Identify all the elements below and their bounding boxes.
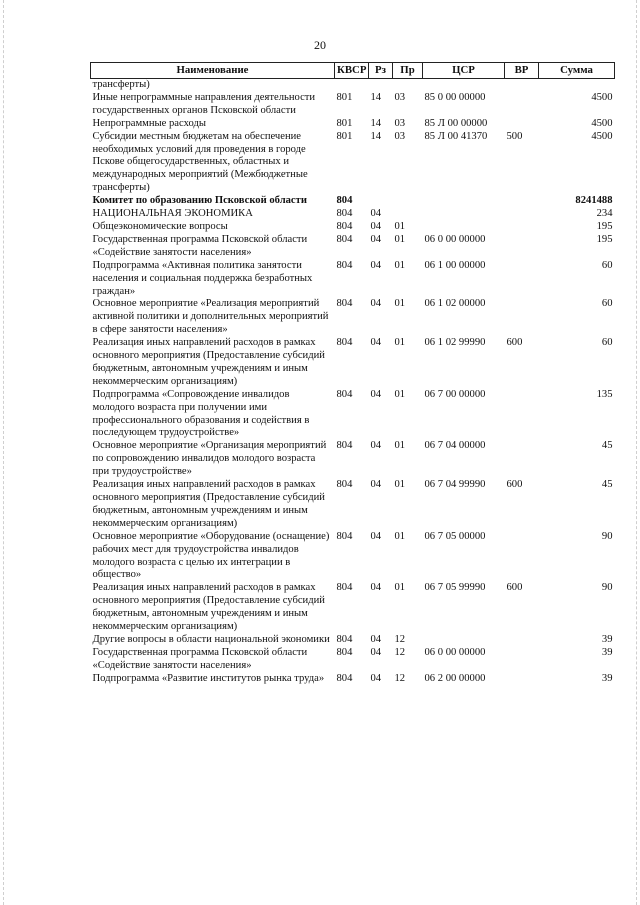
cell-name: Другие вопросы в области национальной экономики — [92, 633, 330, 645]
cell-kvsr: 804 — [336, 195, 353, 207]
cell-csr: 06 0 00 00000 — [424, 646, 486, 658]
header-rz: Рз — [369, 63, 393, 79]
table-row — [91, 634, 615, 647]
header-vr: ВР — [505, 63, 539, 79]
cell-vr — [505, 647, 539, 673]
cell-vr — [505, 298, 539, 337]
cell-pr: 03 — [394, 117, 406, 129]
cell-rz — [369, 79, 393, 92]
cell-sum: 60 — [601, 259, 613, 271]
cell-pr — [393, 79, 423, 92]
cell-kvsr: 804 — [336, 233, 353, 245]
cell-name: Подпрограмма «Активная политика занятости населения и социальная поддержка безработных граждан» — [92, 259, 313, 297]
table-row — [91, 221, 615, 234]
cell-name: Основное мероприятие «Оборудование (оснащение) рабочих мест для трудоустройства инвалидов молодого возраста с целью их интеграции в общество» — [92, 530, 330, 581]
cell-kvsr: 804 — [336, 479, 353, 491]
cell-csr: 06 7 04 00000 — [424, 440, 486, 452]
cell-kvsr: 804 — [336, 633, 353, 645]
cell-name: Непрограммные расходы — [92, 117, 206, 129]
cell-csr — [423, 634, 505, 647]
cell-rz: 04 — [370, 530, 382, 542]
cell-name: Общеэкономические вопросы — [92, 220, 228, 232]
cell-pr: 01 — [394, 259, 406, 271]
cell-kvsr: 804 — [336, 298, 353, 310]
cell-csr: 06 7 00 00000 — [424, 388, 486, 400]
cell-sum: 8241488 — [575, 195, 613, 207]
cell-rz: 04 — [370, 220, 382, 232]
cell-sum: 90 — [601, 530, 613, 542]
header-name: Наименование — [91, 63, 335, 79]
table-row — [91, 79, 615, 92]
cell-vr — [505, 79, 539, 92]
cell-name: Подпрограмма «Сопровождение инвалидов молодого возраста при получении ими профессионального образования и содействия в последующем трудоустройстве» — [92, 388, 310, 439]
cell-sum: 45 — [601, 479, 613, 491]
table-row — [91, 260, 615, 299]
cell-csr: 06 0 00 00000 — [424, 233, 486, 245]
cell-kvsr: 804 — [336, 530, 353, 542]
table-row — [91, 479, 615, 531]
cell-vr: 600 — [506, 337, 523, 349]
cell-name: Реализация иных направлений расходов в рамках основного мероприятия (Предоставление субсидий бюджетным, автономным учреждениям и иным некоммерческим организациям) — [92, 582, 325, 633]
cell-pr: 01 — [394, 530, 406, 542]
table-row — [91, 195, 615, 208]
cell-sum: 90 — [601, 582, 613, 594]
table-row — [91, 118, 615, 131]
cell-name: Комитет по образованию Псковской области — [92, 195, 307, 207]
cell-vr — [505, 221, 539, 234]
table-row — [91, 298, 615, 337]
cell-csr: 06 1 02 00000 — [424, 298, 486, 310]
cell-name: Государственная программа Псковской области «Содействие занятости населения» — [92, 646, 308, 671]
header-csr: ЦСР — [423, 63, 505, 79]
cell-vr — [505, 260, 539, 299]
cell-name: НАЦИОНАЛЬНАЯ ЭКОНОМИКА — [92, 208, 253, 220]
cell-csr — [423, 208, 505, 221]
cell-csr — [423, 79, 505, 92]
cell-sum: 39 — [601, 672, 613, 684]
cell-csr: 06 7 04 99990 — [424, 479, 486, 491]
cell-sum: 4500 — [591, 117, 613, 129]
cell-rz: 04 — [370, 672, 382, 684]
cell-name: Государственная программа Псковской области «Содействие занятости населения» — [92, 233, 308, 258]
cell-name: трансферты) — [92, 79, 150, 90]
cell-name: Основное мероприятие «Организация мероприятий по сопровождению инвалидов молодого возраста при трудоустройстве» — [92, 440, 327, 478]
cell-pr: 12 — [394, 672, 406, 684]
cell-sum — [539, 79, 615, 92]
cell-csr: 06 1 00 00000 — [424, 259, 486, 271]
cell-rz: 04 — [370, 233, 382, 245]
cell-name: Подпрограмма «Развитие институтов рынка труда» — [92, 672, 325, 684]
table-row — [91, 208, 615, 221]
cell-csr: 85 Л 00 00000 — [424, 117, 488, 129]
cell-kvsr: 804 — [336, 259, 353, 271]
cell-vr — [505, 531, 539, 583]
cell-pr: 01 — [394, 298, 406, 310]
table-body — [91, 79, 615, 686]
cell-rz: 04 — [370, 582, 382, 594]
cell-csr: 06 7 05 99990 — [424, 582, 486, 594]
cell-rz: 04 — [370, 298, 382, 310]
table-row — [91, 234, 615, 260]
cell-rz: 04 — [370, 479, 382, 491]
cell-kvsr — [335, 79, 369, 92]
cell-pr: 03 — [394, 130, 406, 142]
cell-rz: 04 — [370, 646, 382, 658]
cell-kvsr: 804 — [336, 388, 353, 400]
cell-vr — [505, 234, 539, 260]
cell-vr: 500 — [506, 130, 523, 142]
header-kvsr: КВСР — [335, 63, 369, 79]
cell-sum: 39 — [601, 633, 613, 645]
table-header-row — [91, 63, 615, 79]
cell-rz: 04 — [370, 208, 382, 220]
cell-csr: 06 7 05 00000 — [424, 530, 486, 542]
cell-name: Реализация иных направлений расходов в рамках основного мероприятия (Предоставление субсидий бюджетным, автономным учреждениям и иным некоммерческим организациям) — [92, 337, 325, 387]
cell-kvsr: 801 — [336, 117, 353, 129]
cell-kvsr: 804 — [336, 208, 353, 220]
cell-kvsr: 804 — [336, 582, 353, 594]
cell-csr — [423, 195, 505, 208]
cell-sum: 234 — [596, 208, 613, 220]
cell-sum: 60 — [601, 337, 613, 349]
cell-csr: 85 Л 00 41370 — [424, 130, 488, 142]
cell-kvsr: 804 — [336, 672, 353, 684]
cell-pr: 01 — [394, 582, 406, 594]
cell-vr: 600 — [506, 582, 523, 594]
cell-pr: 01 — [394, 337, 406, 349]
cell-rz: 04 — [370, 337, 382, 349]
cell-pr: 12 — [394, 646, 406, 658]
table-row — [91, 582, 615, 634]
cell-csr: 85 0 00 00000 — [424, 91, 486, 103]
cell-sum: 60 — [601, 298, 613, 310]
header-pr: Пр — [393, 63, 423, 79]
cell-kvsr: 801 — [336, 130, 353, 142]
cell-sum: 4500 — [591, 91, 613, 103]
cell-sum: 4500 — [591, 130, 613, 142]
cell-name: Реализация иных направлений расходов в рамках основного мероприятия (Предоставление субсидий бюджетным, автономным учреждениям и иным некоммерческим организациям) — [92, 479, 325, 529]
cell-pr: 03 — [394, 91, 406, 103]
cell-pr: 01 — [394, 479, 406, 491]
table-row — [91, 673, 615, 686]
cell-rz: 14 — [370, 117, 382, 129]
cell-sum: 195 — [596, 233, 613, 245]
cell-kvsr: 801 — [336, 91, 353, 103]
cell-name: Основное мероприятие «Реализация мероприятий активной политики и дополнительных мероприятий в сфере занятости населения» — [92, 298, 329, 336]
cell-pr: 01 — [394, 220, 406, 232]
cell-csr — [423, 221, 505, 234]
table-row — [91, 647, 615, 673]
cell-name: Иные непрограммные направления деятельности государственных органов Псковской области — [92, 91, 316, 116]
cell-sum: 135 — [596, 388, 613, 400]
cell-vr — [505, 673, 539, 686]
cell-sum: 195 — [596, 220, 613, 232]
cell-vr — [505, 208, 539, 221]
scan-edge-left — [3, 0, 5, 905]
table-row — [91, 337, 615, 389]
cell-vr — [505, 118, 539, 131]
cell-csr: 06 2 00 00000 — [424, 672, 486, 684]
cell-rz: 04 — [370, 259, 382, 271]
cell-pr: 01 — [394, 388, 406, 400]
cell-pr: 12 — [394, 633, 406, 645]
cell-pr — [393, 208, 423, 221]
cell-vr — [505, 440, 539, 479]
cell-kvsr: 804 — [336, 337, 353, 349]
header-sum: Сумма — [539, 63, 615, 79]
cell-rz: 04 — [370, 440, 382, 452]
table-row — [91, 531, 615, 583]
cell-kvsr: 804 — [336, 646, 353, 658]
cell-vr — [505, 634, 539, 647]
cell-pr — [393, 195, 423, 208]
table-row — [91, 92, 615, 118]
cell-csr: 06 1 02 99990 — [424, 337, 486, 349]
cell-rz: 04 — [370, 633, 382, 645]
table-row — [91, 389, 615, 441]
cell-pr: 01 — [394, 440, 406, 452]
cell-vr — [505, 195, 539, 208]
cell-rz: 14 — [370, 91, 382, 103]
cell-rz — [369, 195, 393, 208]
cell-vr — [505, 92, 539, 118]
cell-kvsr: 804 — [336, 220, 353, 232]
table-row — [91, 440, 615, 479]
page-number: 20 — [314, 38, 326, 52]
cell-sum: 45 — [601, 440, 613, 452]
cell-rz: 14 — [370, 130, 382, 142]
scan-edge-right — [636, 0, 638, 905]
cell-vr: 600 — [506, 479, 523, 491]
cell-kvsr: 804 — [336, 440, 353, 452]
table-row — [91, 131, 615, 196]
cell-pr: 01 — [394, 233, 406, 245]
cell-rz: 04 — [370, 388, 382, 400]
cell-sum: 39 — [601, 646, 613, 658]
cell-vr — [505, 389, 539, 441]
cell-name: Субсидии местным бюджетам на обеспечение необходимых условий для проведения в городе Пскове общегосударственных, областных и международных мероприятий (Межбюджетные трансферты) — [92, 130, 308, 194]
budget-table — [90, 62, 615, 686]
